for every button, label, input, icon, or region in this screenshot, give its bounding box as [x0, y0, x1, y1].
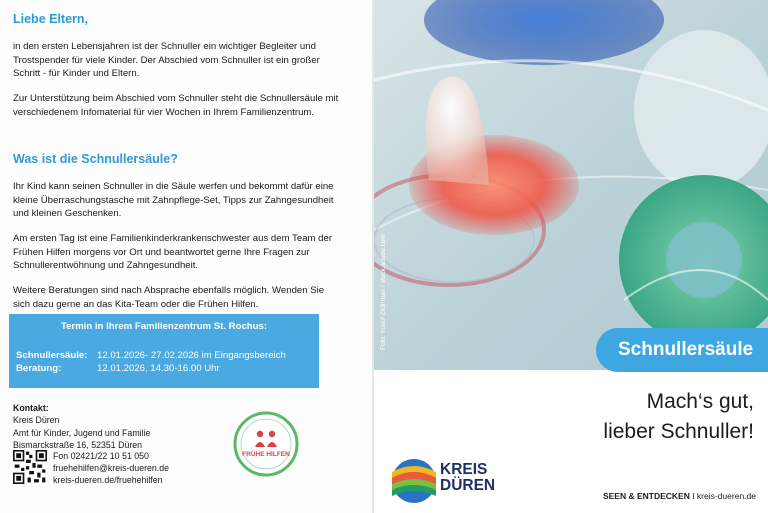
nurse-paragraph: Am ersten Tag ist eine Familienkinderkrankenschwester aus dem Team der Frühen Hilfen morgens vor Ort und beantwortet gerne Ihre Fragen zur Schnullerentwöhnung und Zahngesundheit. [13, 233, 333, 272]
logo-text [440, 462, 495, 494]
headline-line-2: lieber Schnuller! [603, 420, 754, 443]
appointment-row-pillar [16, 350, 286, 361]
appointment-box [9, 314, 319, 388]
headline-line-1: Mach‘s gut, [646, 390, 754, 413]
headline [603, 387, 754, 447]
appointment-value: 12.01.2026- 27.02.2026 im Eingangsbereich [97, 350, 286, 361]
appointment-row-consultation [16, 363, 220, 374]
greeting-heading: Liebe Eltern, [13, 12, 89, 26]
badge-label: FRÜHE HILFEN [242, 451, 290, 458]
photo-credit: Foto: Yusuf Zildirman / stock.adobe.com [380, 234, 387, 350]
left-panel [0, 0, 372, 513]
title-pill: Schnullersäule [596, 328, 768, 372]
footer-website: I kreis-dueren.de [689, 491, 756, 501]
explanation-paragraph: Ihr Kind kann seinen Schnuller in die Säule werfen und bekommt dafür eine kleine Überraschungstasche mit Zahnpflege-Set, Tipps zur Zahngesundheit und kleinen Geschenken. [13, 181, 334, 220]
intro-paragraph: in den ersten Lebensjahren ist der Schnuller ein wichtiger Begleiter und Trostspender für viele Kinder. Der Abschied vom Schnuller ist ein großer Schritt - für Kinder und Eltern. [13, 41, 320, 80]
appointment-title: Termin in Ihrem Familienzentrum St. Rochus: [60, 321, 268, 332]
appointment-label: Schnullersäule: [16, 350, 88, 361]
logo-line-1: KREIS [440, 461, 488, 478]
appointment-label: Beratung: [16, 363, 62, 374]
contact-website-link[interactable]: kreis-dueren.de/fruehehilfen [53, 475, 163, 486]
contact-address: Bismarckstraße 16, 52351 Düren [13, 440, 143, 451]
contact-org: Kreis Düren [13, 415, 60, 426]
logo-line-2: DÜREN [440, 477, 496, 494]
footer-slogan: SEEN & ENTDECKEN [602, 491, 690, 501]
consultation-paragraph: Weitere Beratungen sind nach Absprache ebenfalls möglich. Wenden Sie sich dazu gerne an das Kita-Team oder die Frühen Hilfen. [13, 285, 325, 310]
section-heading: Was ist die Schnullersäule? [13, 152, 178, 166]
contact-block [13, 402, 253, 452]
qr-code-icon[interactable] [13, 450, 47, 484]
pacifier-photo [374, 0, 768, 370]
fruehe-hilfen-badge-icon [233, 411, 299, 477]
kreis-dueren-logo-icon [391, 458, 437, 504]
contact-dept: Amt für Kinder, Jugend und Familie [13, 427, 151, 438]
contact-label: Kontakt: [13, 403, 49, 413]
footer-tagline [603, 491, 756, 501]
appointment-value: 12.01.2026, 14.30-16.00 Uhr [97, 363, 220, 374]
right-panel [374, 0, 768, 513]
contact-phone: Fon 02421/22 10 51 050 [53, 451, 149, 461]
contact-email-link[interactable]: fruehehilfen@kreis-dueren.de [53, 463, 170, 474]
contact-details [53, 450, 169, 487]
support-paragraph: Zur Unterstützung beim Abschied vom Schnuller steht die Schnullersäule mit verschiedenem Infomaterial für vier Wochen in Ihrem Familienzentrum. [13, 93, 339, 118]
